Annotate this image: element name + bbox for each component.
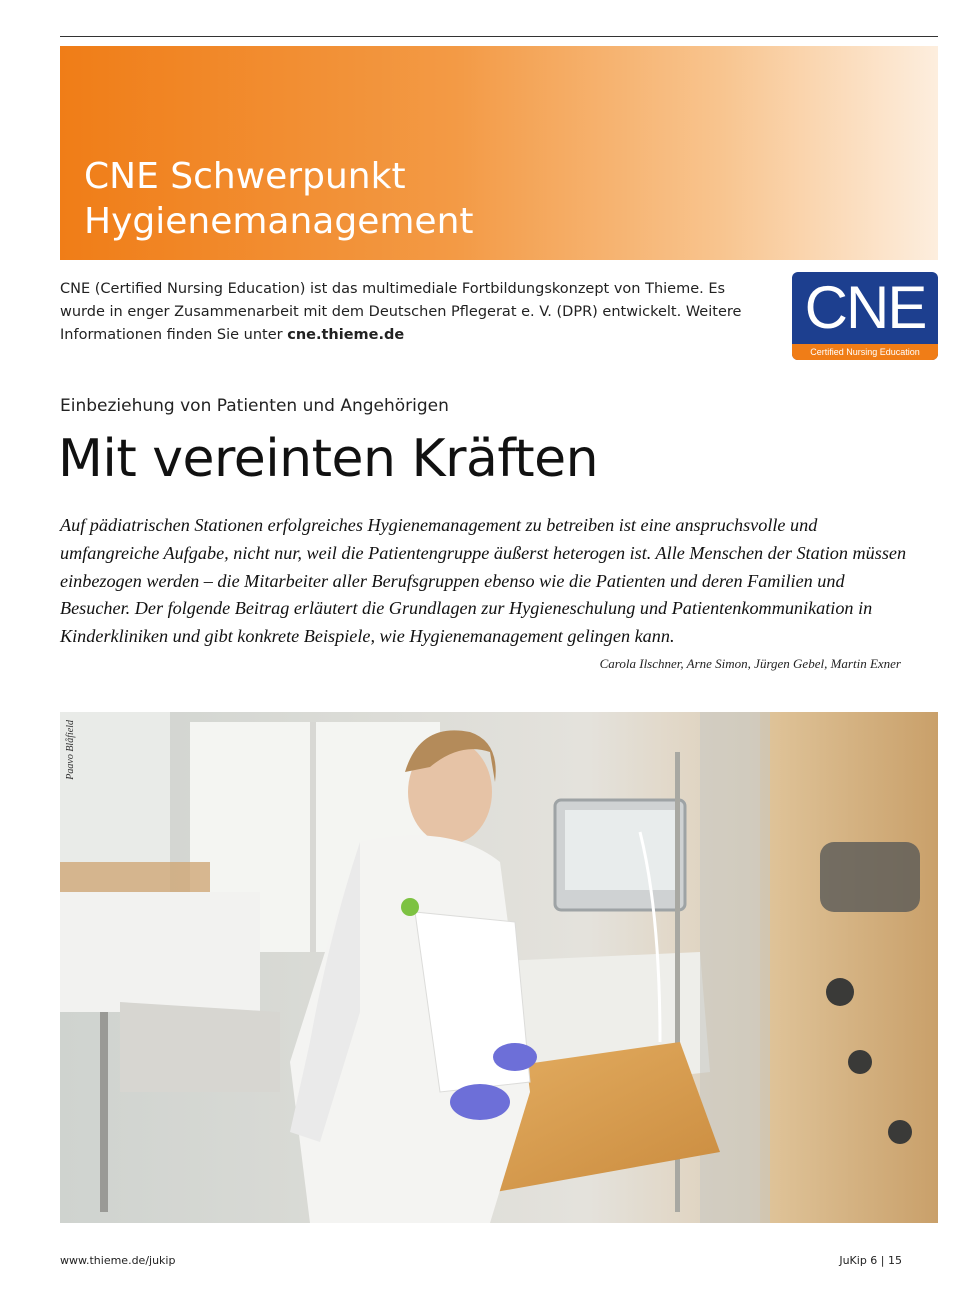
nurse-photo-illustration <box>60 712 938 1223</box>
cne-logo <box>792 272 938 360</box>
intro-text <box>60 278 750 347</box>
article-authors: Carola Ilschner, Arne Simon, Jürgen Gebel, Martin Exner <box>599 656 901 671</box>
cne-logo-tagline: Certified Nursing Education <box>792 344 938 360</box>
article-lead: Auf pädiatrischen Stationen erfolgreiches Hygienemanagement zu betreiben ist eine anspruchsvolle und umfangreiche Aufgabe, nicht nur, weil die Patientengruppe äußerst heterogen ist. Alle Menschen der Station müssen einbezogen werden – die Mitarbeiter aller Berufsgruppen ebenso wie die Patienten und deren Familien und Besucher. Der folgende Beitrag erläutert die Grundlagen zur Hygieneschulung und Patientenkommunikation in Kinderkliniken und gibt konkrete Beispiele, wie Hygienemanagement gelingen kann. <box>60 515 907 647</box>
footer-issue: JuKip 6 | 15 <box>839 1254 902 1267</box>
intro-body: CNE (Certified Nursing Education) ist das multimediale Fortbildungskonzept von Thieme. Es wurde in enger Zusammenarbeit mit dem Deutschen Pflegerat e. V. (DPR) entwickelt. Weitere Informationen finden Sie unter <box>60 281 742 343</box>
article-photo <box>60 712 938 1223</box>
cne-logo-letters: CNE <box>804 274 926 341</box>
article-kicker: Einbeziehung von Patienten und Angehörigen <box>60 396 449 416</box>
section-banner <box>60 46 938 260</box>
article-headline: Mit vereinten Kräften <box>58 429 599 489</box>
photo-credit: Paavo Blåfield <box>65 720 76 780</box>
banner-title: CNE Schwerpunkt Hygienemanagement <box>84 156 474 242</box>
footer-url: www.thieme.de/jukip <box>60 1254 176 1267</box>
intro-link[interactable]: cne.thieme.de <box>287 327 405 343</box>
top-rule <box>60 36 938 37</box>
